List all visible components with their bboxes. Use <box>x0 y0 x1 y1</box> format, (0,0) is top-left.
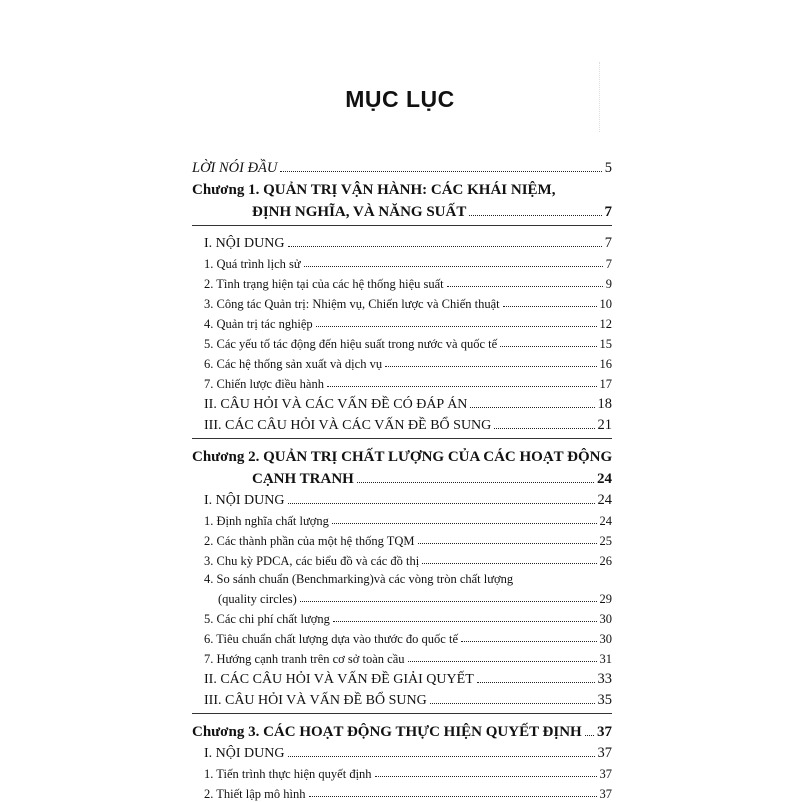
page-number: 9 <box>605 277 612 291</box>
dot-leader <box>385 366 596 367</box>
toc-item <box>192 292 612 312</box>
page-number: 35 <box>597 692 612 708</box>
dot-leader <box>316 326 597 327</box>
dot-leader <box>332 523 597 524</box>
toc-item <box>192 529 612 549</box>
dot-leader <box>503 306 597 307</box>
section-label: III. CÁC CÂU HỎI VÀ CÁC VẤN ĐỀ BỔ SUNG <box>204 418 492 433</box>
section-label: III. CÂU HỎI VÀ VẤN ĐỀ BỔ SUNG <box>204 693 427 708</box>
dot-leader <box>418 543 597 544</box>
page-number: 37 <box>597 745 612 761</box>
dot-leader <box>327 386 597 387</box>
dot-leader <box>300 601 597 602</box>
section-label: II. CÂU HỎI VÀ CÁC VẤN ĐỀ CÓ ĐÁP ÁN <box>204 397 468 412</box>
page-number: 21 <box>597 417 612 433</box>
page-number: 16 <box>599 357 612 371</box>
toc-section <box>192 413 612 434</box>
rule-divider <box>192 438 612 439</box>
toc-section <box>192 688 612 709</box>
dot-leader <box>288 246 602 247</box>
toc-entry-preface <box>192 157 612 177</box>
toc-item-line2 <box>192 587 612 607</box>
toc-item <box>192 332 612 352</box>
item-label: 7. Hướng cạnh tranh trên cơ sở toàn cầu <box>204 652 405 666</box>
item-label: 3. Chu kỳ PDCA, các biểu đồ và các đồ thị <box>204 554 420 568</box>
item-label: 1. Định nghĩa chất lượng <box>204 514 329 528</box>
page-number: 30 <box>599 632 612 646</box>
chapter-2-heading-line2 <box>192 466 612 488</box>
item-label: 3. Công tác Quản trị: Nhiệm vụ, Chiến lược và Chiến thuật <box>204 297 500 311</box>
item-label-cont: (quality circles) <box>218 592 297 606</box>
toc-section <box>192 488 612 509</box>
dot-leader <box>494 428 594 429</box>
toc-item <box>192 272 612 292</box>
item-label: 5. Các yếu tố tác động đến hiệu suất trong nước và quốc tế <box>204 337 498 351</box>
item-label: 2. Tình trạng hiện tại của các hệ thống hiệu suất <box>204 277 444 291</box>
page-number: 7 <box>604 204 612 220</box>
dot-leader <box>469 215 601 216</box>
section-label: I. NỘI DUNG <box>204 493 285 508</box>
page-number: 5 <box>604 160 612 176</box>
page-number: 7 <box>605 257 612 271</box>
page-number: 37 <box>599 767 612 781</box>
dot-leader <box>447 286 603 287</box>
page-number: 24 <box>599 514 612 528</box>
page-number: 7 <box>604 235 612 251</box>
page-number: 12 <box>599 317 612 331</box>
dot-leader <box>280 171 601 172</box>
rule-divider <box>192 713 612 714</box>
toc-item <box>192 782 612 802</box>
page-number: 31 <box>599 652 612 666</box>
page-number: 24 <box>597 492 612 508</box>
page-number: 25 <box>599 534 612 548</box>
section-label: I. NỘI DUNG <box>204 746 285 761</box>
toc-item <box>192 509 612 529</box>
item-label: 4. So sánh chuẩn (Benchmarking)và các vòng tròn chất lượng <box>204 572 514 586</box>
dot-leader <box>375 776 597 777</box>
dot-leader <box>357 482 594 483</box>
toc-item <box>192 252 612 272</box>
item-label: 7. Chiến lược điều hành <box>204 377 324 391</box>
toc-item <box>192 312 612 332</box>
dot-leader <box>500 346 596 347</box>
page-number: 33 <box>597 671 612 687</box>
dot-leader <box>333 621 597 622</box>
page-number: 17 <box>599 377 612 391</box>
chapter-1-heading-line2 <box>192 199 612 221</box>
dot-leader <box>470 407 594 408</box>
toc-section <box>192 392 612 413</box>
chapter-title: Chương 2. QUẢN TRỊ CHẤT LƯỢNG CỦA CÁC HOẠT ĐỘNG <box>192 449 613 465</box>
dot-leader <box>422 563 596 564</box>
dot-leader <box>461 641 597 642</box>
toc-item <box>192 372 612 392</box>
page-number: 24 <box>597 471 612 487</box>
chapter-3-heading <box>192 719 612 741</box>
dot-leader <box>477 682 595 683</box>
toc-item-line1 <box>192 569 612 587</box>
chapter-title: Chương 3. CÁC HOẠT ĐỘNG THỰC HIỆN QUYẾT ĐỊNH <box>192 724 582 740</box>
dot-leader <box>288 756 595 757</box>
page-number: 37 <box>599 787 612 801</box>
section-label: I. NỘI DUNG <box>204 236 285 251</box>
item-label: 6. Tiêu chuẩn chất lượng dựa vào thước đo quốc tế <box>204 632 458 646</box>
dot-leader <box>408 661 597 662</box>
toc-item <box>192 762 612 782</box>
dot-leader <box>288 503 595 504</box>
table-of-contents <box>192 157 612 802</box>
page-number: 15 <box>599 337 612 351</box>
toc-item <box>192 647 612 667</box>
page-number: 10 <box>599 297 612 311</box>
chapter-2-heading-line1 <box>192 444 612 466</box>
dot-leader <box>430 703 595 704</box>
dot-leader <box>585 735 594 736</box>
page-number: 29 <box>599 592 612 606</box>
chapter-title-cont: ĐỊNH NGHĨA, VÀ NĂNG SUẤT <box>252 204 467 220</box>
item-label: 5. Các chi phí chất lượng <box>204 612 330 626</box>
item-label: 2. Các thành phần của một hệ thống TQM <box>204 534 415 548</box>
page-number: 18 <box>597 396 612 412</box>
chapter-1-heading-line1 <box>192 177 612 199</box>
toc-section <box>192 667 612 688</box>
page-number: 37 <box>597 724 612 740</box>
page-number: 26 <box>599 554 612 568</box>
item-label: 6. Các hệ thống sản xuất và dịch vụ <box>204 357 383 371</box>
dot-leader <box>304 266 603 267</box>
toc-item <box>192 352 612 372</box>
chapter-title: Chương 1. QUẢN TRỊ VẬN HÀNH: CÁC KHÁI NIỆM, <box>192 182 556 198</box>
section-label: II. CÁC CÂU HỎI VÀ VẤN ĐỀ GIẢI QUYẾT <box>204 672 474 687</box>
toc-item <box>192 627 612 647</box>
toc-section <box>192 741 612 762</box>
rule-divider <box>192 225 612 226</box>
item-label: 2. Thiết lập mô hình <box>204 787 306 801</box>
item-label: 1. Quá trình lịch sử <box>204 257 301 271</box>
toc-item <box>192 607 612 627</box>
item-label: 1. Tiến trình thực hiện quyết định <box>204 767 372 781</box>
item-label: 4. Quản trị tác nghiệp <box>204 317 313 331</box>
chapter-title-cont: CẠNH TRANH <box>252 471 354 487</box>
toc-section <box>192 231 612 252</box>
toc-entry-label: LỜI NÓI ĐẦU <box>192 160 278 176</box>
page-number: 30 <box>599 612 612 626</box>
page-title: MỤC LỤC <box>345 86 455 112</box>
dot-leader <box>309 796 597 797</box>
toc-item <box>192 549 612 569</box>
